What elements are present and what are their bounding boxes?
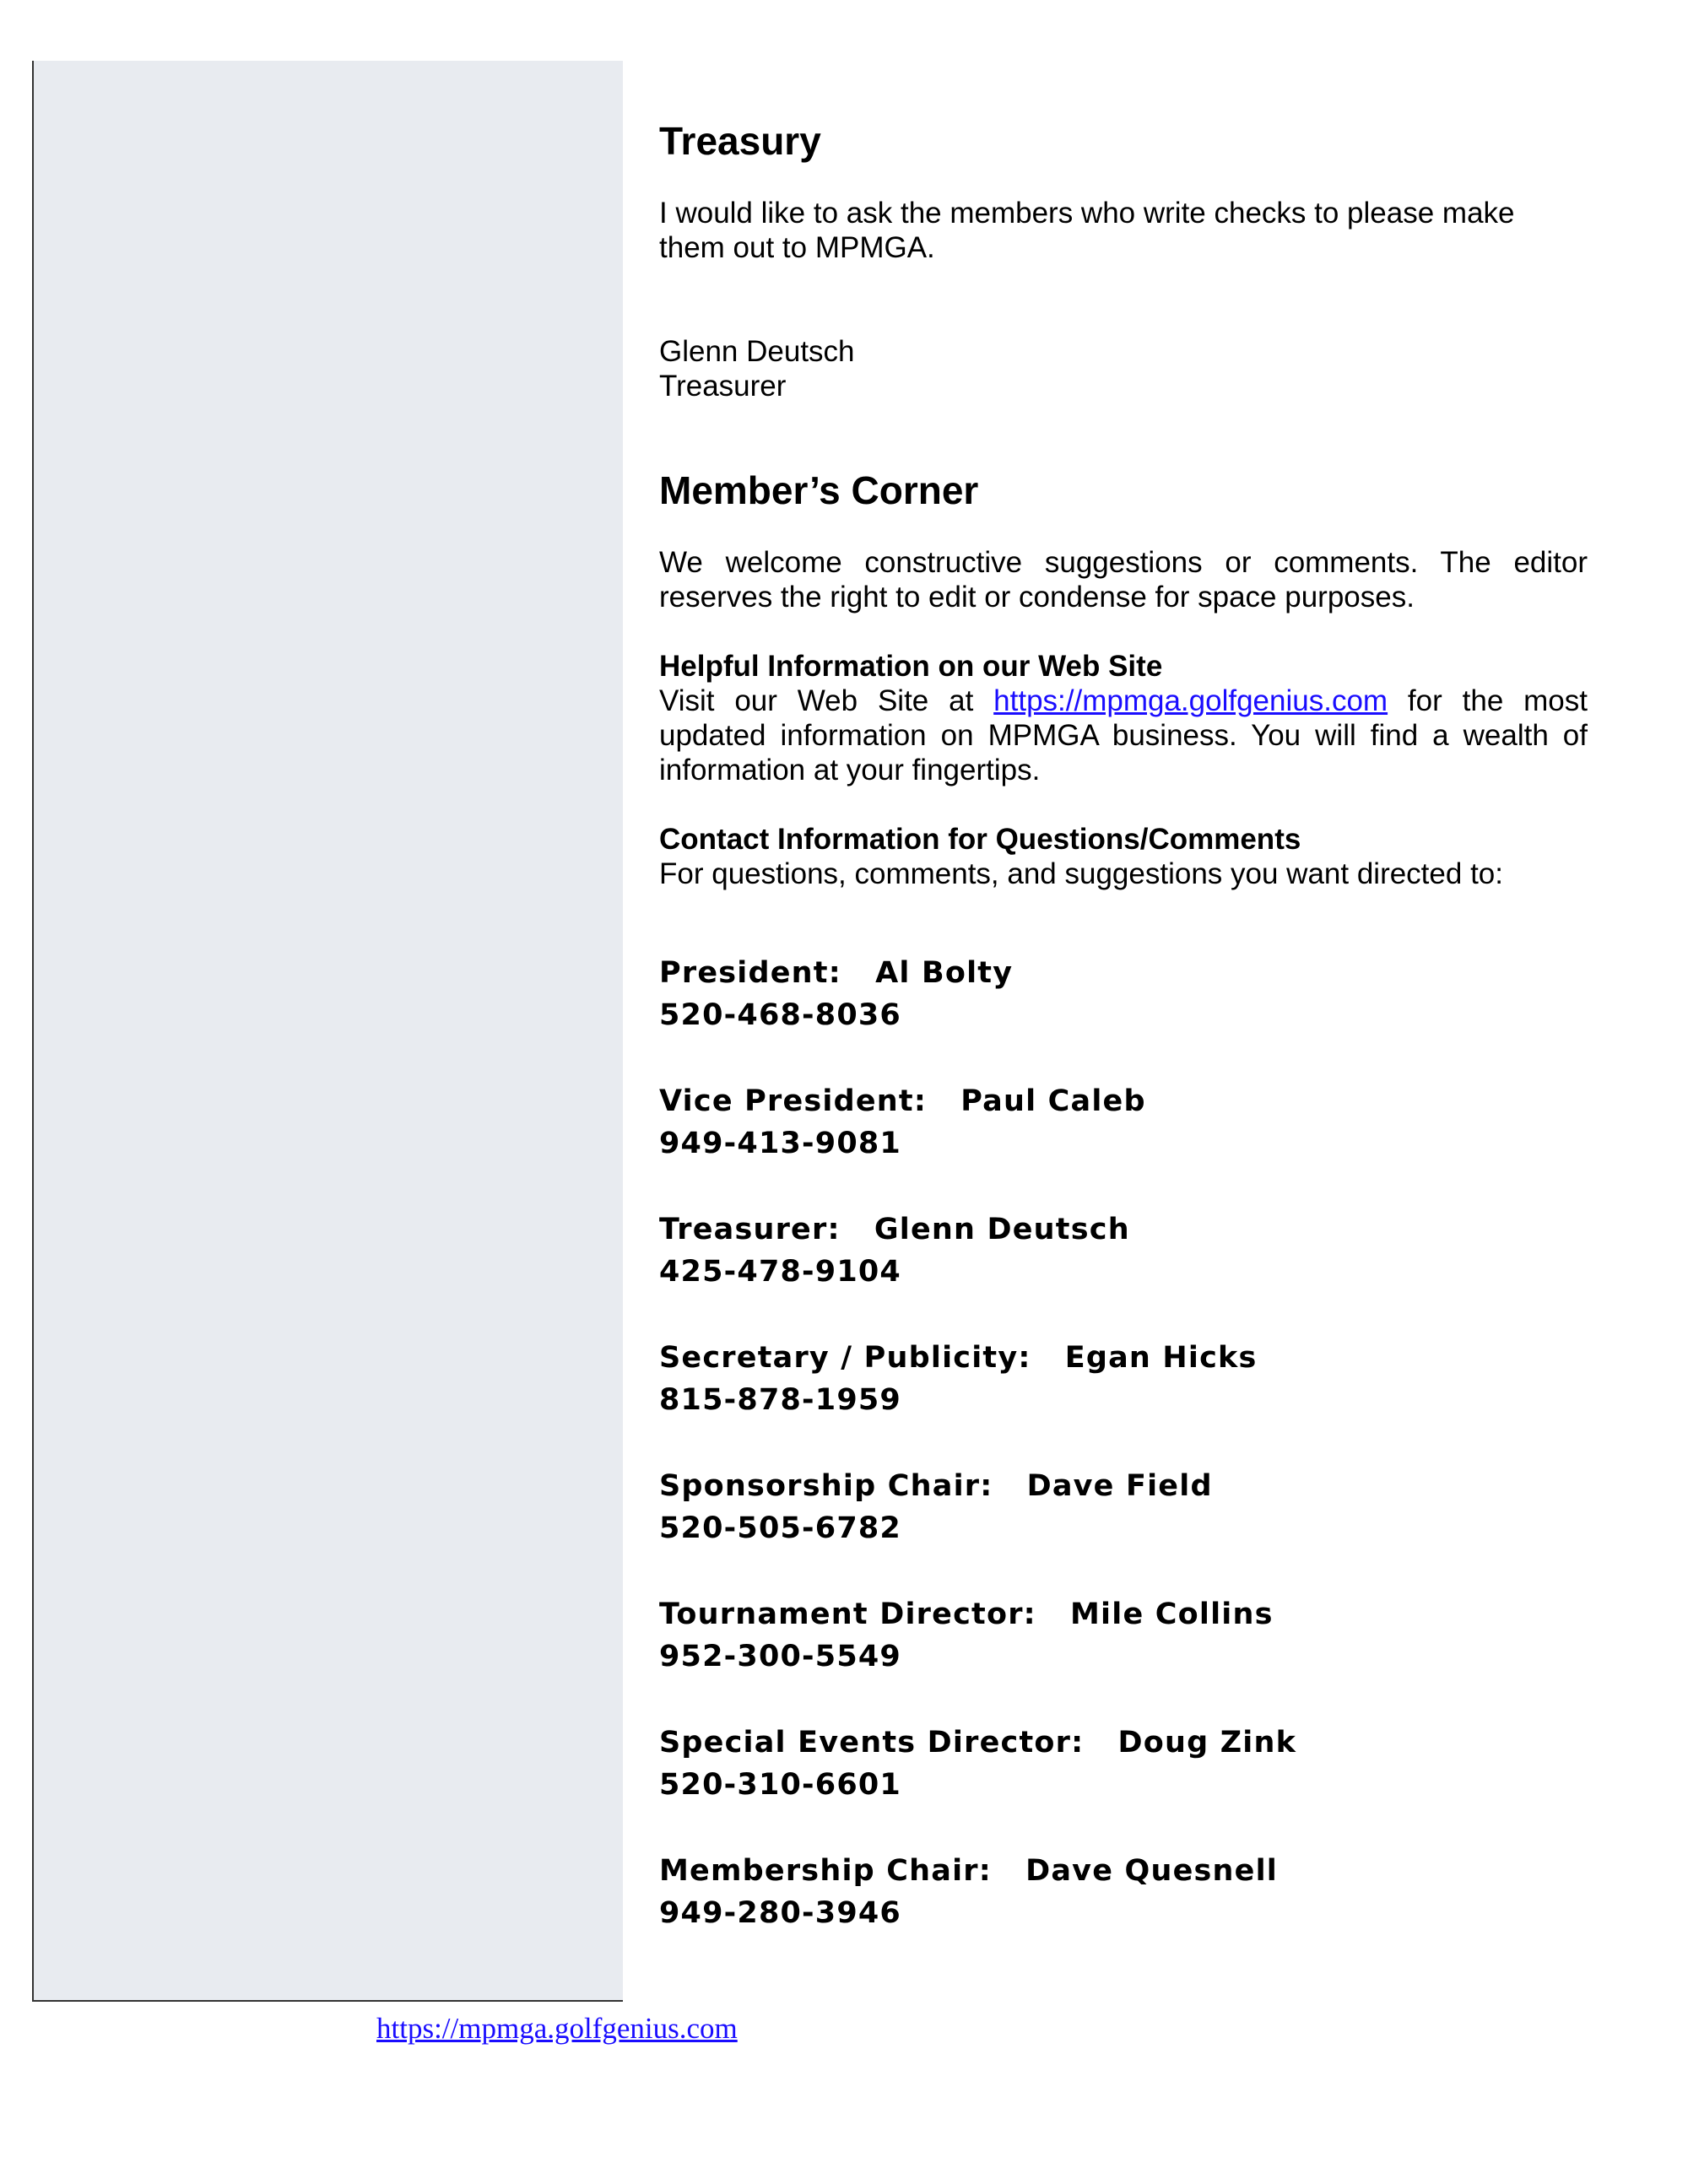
contact-separator xyxy=(993,1469,1026,1503)
contact-role: Treasurer: xyxy=(659,1213,841,1247)
contact-entry xyxy=(659,1080,1588,1165)
contact-role: President: xyxy=(659,956,841,991)
contact-entry xyxy=(659,1593,1588,1678)
contact-info-text: For questions, comments, and suggestions you want directed to: xyxy=(659,857,1503,891)
contact-phone: 520-310-6601 xyxy=(659,1768,901,1803)
web-site-text-before: Visit our Web Site at xyxy=(659,684,994,718)
web-site-subheading: Helpful Information on our Web Site xyxy=(659,650,1163,684)
contact-separator xyxy=(841,956,875,990)
contact-name: Dave Quesnell xyxy=(1025,1854,1279,1889)
contact-role-line xyxy=(659,1080,1588,1122)
contact-separator xyxy=(927,1084,960,1118)
footer-link[interactable]: https://mpmga.golfgenius.com xyxy=(376,2012,738,2045)
contact-info-subheading: Contact Information for Questions/Comments xyxy=(659,823,1301,857)
contact-phone: 815-878-1959 xyxy=(659,1383,901,1418)
contact-role-line xyxy=(659,1593,1588,1635)
contact-role-line xyxy=(659,1850,1588,1892)
contact-role-line xyxy=(659,1465,1588,1507)
main-content xyxy=(659,118,1588,1934)
contact-separator xyxy=(1036,1597,1070,1631)
contact-name: Glenn Deutsch xyxy=(874,1213,1130,1247)
contact-name: Al Bolty xyxy=(875,956,1014,991)
contact-role: Membership Chair: xyxy=(659,1854,992,1889)
contact-separator xyxy=(1084,1726,1117,1760)
contact-entry xyxy=(659,1337,1588,1421)
contact-entry xyxy=(659,1465,1588,1549)
contact-phone: 520-468-8036 xyxy=(659,998,901,1033)
contact-role-line xyxy=(659,952,1588,994)
contact-role: Tournament Director: xyxy=(659,1597,1036,1632)
contact-role-line xyxy=(659,1208,1588,1251)
contact-role: Special Events Director: xyxy=(659,1726,1085,1760)
treasury-signer-name: Glenn Deutsch xyxy=(659,335,855,369)
contact-name: Mile Collins xyxy=(1070,1597,1274,1632)
contact-role: Secretary / Publicity: xyxy=(659,1341,1031,1376)
contact-role: Sponsorship Chair: xyxy=(659,1469,993,1504)
treasury-signer-title: Treasurer xyxy=(659,370,787,403)
web-site-text-after: for the most updated information on MPMGA business. You will find a wealth of information at your fingertips. xyxy=(659,684,1588,787)
web-site-link[interactable]: https://mpmga.golfgenius.com xyxy=(993,684,1388,718)
contact-role-line xyxy=(659,1722,1588,1764)
treasury-body: I would like to ask the members who write checks to please make them out to MPMGA. xyxy=(659,197,1515,265)
contact-name: Paul Caleb xyxy=(960,1084,1146,1119)
contact-phone: 520-505-6782 xyxy=(659,1511,901,1546)
contact-phone: 949-280-3946 xyxy=(659,1896,901,1931)
contact-name: Egan Hicks xyxy=(1064,1341,1258,1376)
contact-separator xyxy=(1031,1341,1065,1375)
contact-phone: 949-413-9081 xyxy=(659,1127,901,1161)
contact-phone: 952-300-5549 xyxy=(659,1640,901,1674)
sidebar-panel xyxy=(32,61,623,2002)
contact-entry xyxy=(659,1850,1588,1934)
contact-entry xyxy=(659,952,1588,1036)
contact-phone: 425-478-9104 xyxy=(659,1255,901,1289)
contact-entry xyxy=(659,1208,1588,1293)
treasury-heading: Treasury xyxy=(659,119,821,163)
members-corner-heading: Member’s Corner xyxy=(659,468,979,513)
web-site-paragraph xyxy=(659,684,1588,787)
contact-role-line xyxy=(659,1337,1588,1379)
contact-role: Vice President: xyxy=(659,1084,928,1119)
members-corner-intro: We welcome constructive suggestions or comments. The editor reserves the right to edit or condense for space purposes. xyxy=(659,546,1588,614)
contact-name: Doug Zink xyxy=(1117,1726,1297,1760)
contacts-list xyxy=(659,952,1588,1934)
contact-entry xyxy=(659,1722,1588,1806)
contact-separator xyxy=(841,1213,874,1246)
contact-name: Dave Field xyxy=(1026,1469,1213,1504)
contact-separator xyxy=(992,1854,1025,1888)
